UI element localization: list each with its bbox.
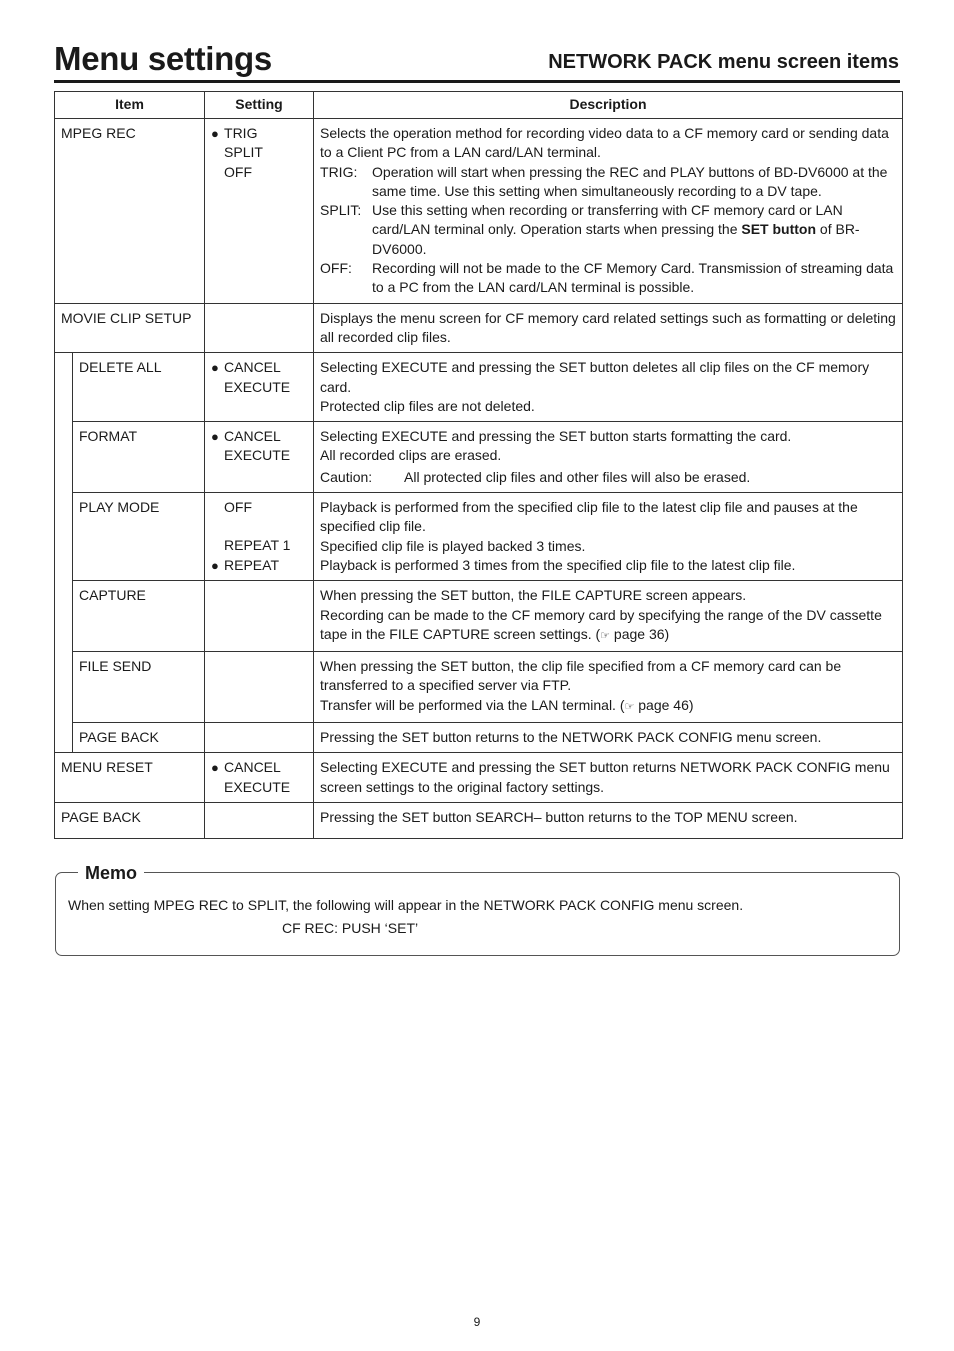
description-text: Selecting EXECUTE and pressing the SET button deletes all clip files on the CF memory card. [320,359,870,395]
table-row [55,753,903,803]
description-text: Recording can be made to the CF memory card by specifying the range of the DV cassette tape in the FILE CAPTURE screen settings. (☞ page 36) [320,606,882,642]
table-header-row [55,92,903,119]
item-page-back: PAGE BACK [55,802,205,838]
setting-play-mode [205,493,314,581]
option-cancel: CANCEL [224,428,281,445]
item-mpeg-rec: MPEG REC [55,119,205,304]
table-row [55,723,903,753]
table-row [55,493,903,581]
option-split: SPLIT [224,144,263,161]
description-movie-clip-setup: Displays the menu screen for CF memory card related settings such as formatting or deleting all recorded clip files. [314,303,903,353]
option-execute: EXECUTE [224,778,291,795]
caution-label: Caution: [320,468,373,485]
set-button-emphasis: SET button [741,221,817,238]
term-label: OFF: [320,260,352,277]
default-marker-icon: ● [211,360,219,376]
setting-movie-clip-setup [205,303,314,353]
option-cancel: CANCEL [224,359,281,376]
setting-format [205,422,314,493]
indent-cell [55,652,73,723]
table-row [55,353,903,422]
option-off: OFF [224,163,253,180]
default-marker-icon: ● [211,126,219,141]
item-menu-reset: MENU RESET [55,753,205,803]
setting-file-send [205,652,314,723]
default-marker-icon: ● [211,557,219,573]
header-setting: Setting [205,92,314,119]
option-repeat: REPEAT [224,556,279,573]
setting-page-back-sub [205,723,314,753]
memo-box [55,863,900,956]
item-movie-clip-setup: MOVIE CLIP SETUP [55,303,205,353]
description-text: Protected clip files are not deleted. [320,397,535,414]
term-label: TRIG: [320,163,358,180]
description-play-mode [314,493,903,581]
description-file-send [314,652,903,723]
setting-menu-reset [205,753,314,803]
option-execute: EXECUTE [224,378,291,395]
indent-cell [55,422,73,493]
page-title: Menu settings [54,40,272,77]
setting-mpeg-rec [205,119,314,304]
option-cancel: CANCEL [224,759,281,776]
memo-line: When setting MPEG REC to SPLIT, the following will appear in the NETWORK PACK CONFIG menu screen. [68,897,744,913]
term-label: SPLIT: [320,202,362,219]
memo-title: Memo [78,863,144,884]
description-page-back: Pressing the SET button SEARCH– button returns to the TOP MENU screen. [314,802,903,838]
indent-cell [55,723,73,753]
option-execute: EXECUTE [224,447,291,464]
description-menu-reset: Selecting EXECUTE and pressing the SET button returns NETWORK PACK CONFIG menu screen settings to the original factory settings. [314,753,903,803]
term-text: Recording will not be made to the CF Memory Card. Transmission of streaming data to a PC from the LAN card/LAN terminal is possible. [372,260,894,296]
item-play-mode: PLAY MODE [73,493,205,581]
description-text: When pressing the SET button, the clip file specified from a CF memory card can be transferred to a specified server via FTP. [320,658,842,694]
description-text: Transfer will be performed via the LAN terminal. (☞ page 46) [320,696,694,713]
memo-text [68,894,743,940]
menu-settings-table [54,91,903,839]
default-marker-icon: ● [211,760,219,776]
description-format [314,422,903,493]
page-number: 9 [473,1315,481,1329]
indent-cell [55,353,73,422]
item-page-back-sub: PAGE BACK [73,723,205,753]
indent-cell [55,581,73,652]
page-reference-icon: ☞ [624,700,635,713]
setting-delete-all [205,353,314,422]
memo-line: CF REC: PUSH ‘SET’ [282,920,419,936]
term-text: Use this setting when recording or transferring with CF memory card or LAN card/LAN terminal only. Operation starts when pressing the SET button of BR-DV6000. [372,202,860,257]
table-row [55,652,903,723]
page-reference-icon: ☞ [600,629,611,642]
description-text: Selects the operation method for recording video data to a CF memory card or sending data to a Client PC from a LAN card/LAN terminal. [320,125,889,161]
table-row [55,303,903,353]
header-item: Item [55,92,205,119]
description-mpeg-rec [314,119,903,304]
item-delete-all: DELETE ALL [73,353,205,422]
description-page-back-sub: Pressing the SET button returns to the NETWORK PACK CONFIG menu screen. [314,723,903,753]
description-text: Playback is performed 3 times from the specified clip file to the latest clip file. [320,556,796,573]
description-delete-all [314,353,903,422]
description-text: Selecting EXECUTE and pressing the SET button starts formatting the card. [320,428,792,445]
header-description: Description [314,92,903,119]
description-text: Playback is performed from the specified clip file to the latest clip file and pauses at the specified clip file. [320,499,858,535]
section-subtitle: NETWORK PACK menu screen items [548,51,899,73]
option-off: OFF [224,499,253,516]
indent-cell [55,493,73,581]
item-format: FORMAT [73,422,205,493]
table-row [55,581,903,652]
default-marker-icon: ● [211,429,219,445]
description-text: Specified clip file is played backed 3 times. [320,537,586,554]
table-row [55,422,903,493]
setting-page-back [205,802,314,838]
description-text: When pressing the SET button, the FILE CAPTURE screen appears. [320,587,747,604]
description-text: All recorded clips are erased. [320,447,502,464]
item-file-send: FILE SEND [73,652,205,723]
option-trig: TRIG [224,125,258,141]
table-row [55,119,903,304]
option-repeat-1: REPEAT 1 [224,537,291,554]
caution-text: All protected clip files and other files will also be erased. [404,468,751,485]
term-text: Operation will start when pressing the REC and PLAY buttons of BD-DV6000 at the same time. Use this setting when simultaneously recording to a DV tape. [372,163,888,199]
setting-capture [205,581,314,652]
item-capture: CAPTURE [73,581,205,652]
page-header [54,38,900,83]
description-capture [314,581,903,652]
table-row [55,802,903,838]
